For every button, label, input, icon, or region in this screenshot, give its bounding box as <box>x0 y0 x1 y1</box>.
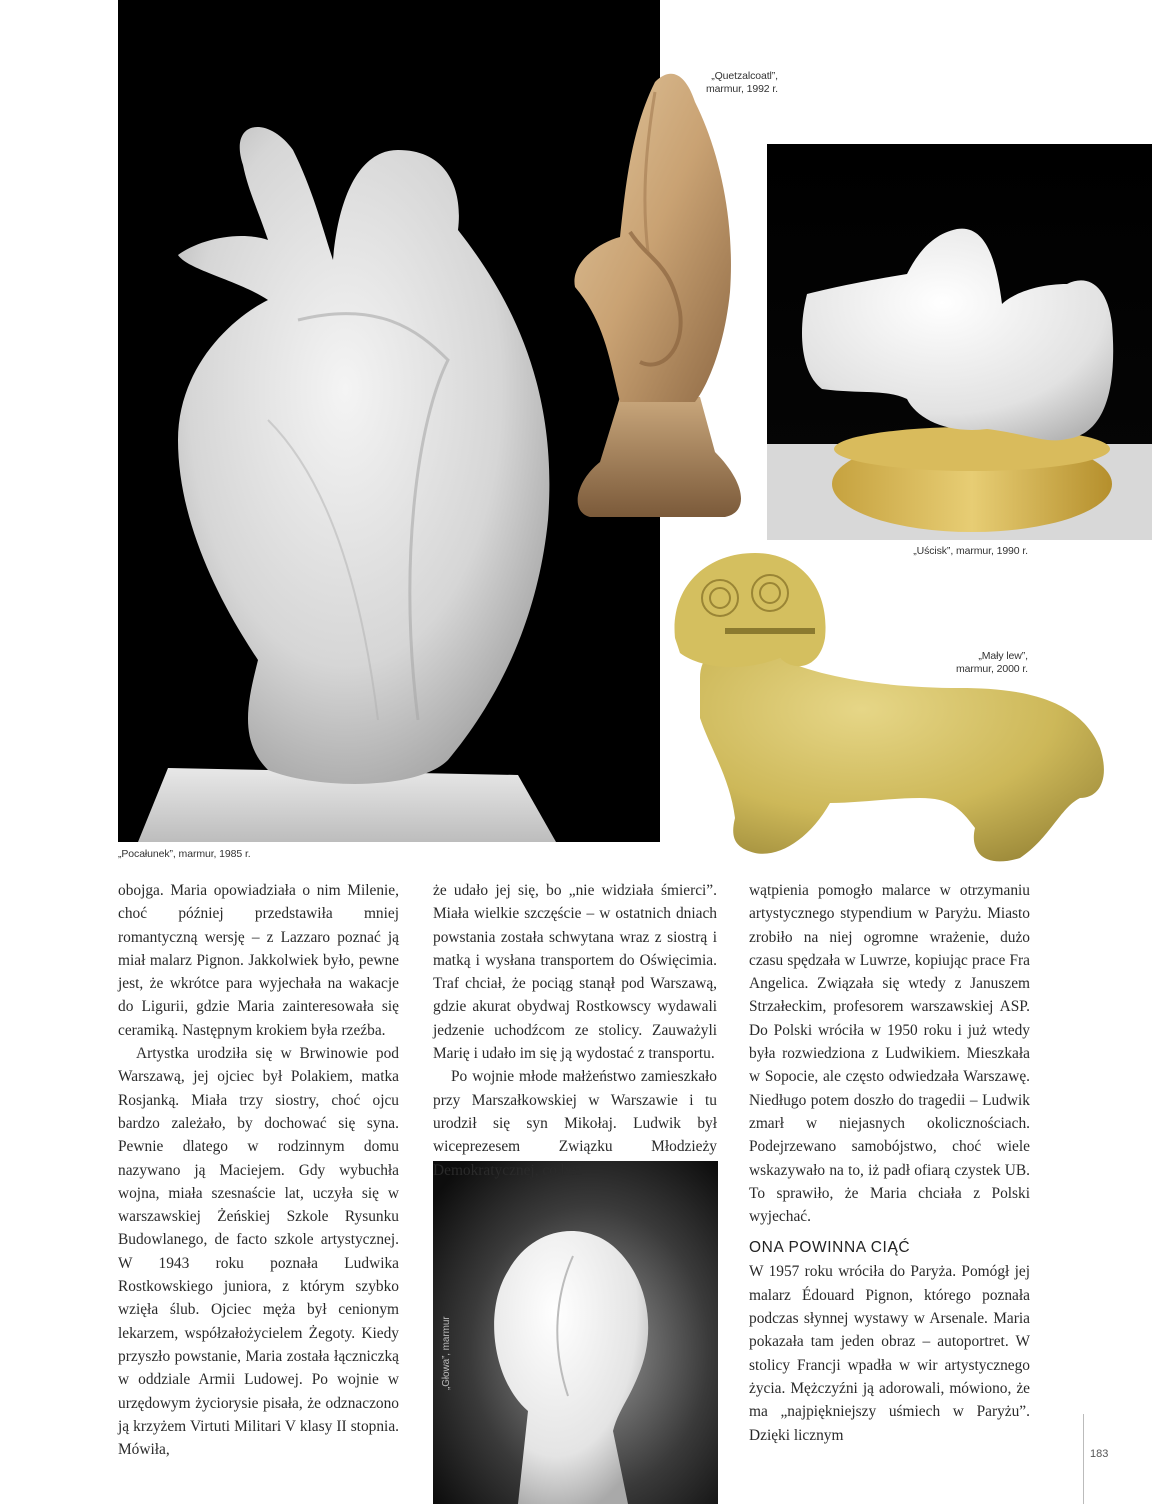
photo-glowa <box>433 1161 718 1504</box>
column-1-paragraph-2: Artystka urodziła się w Brwinowie pod Warszawą, jej ojciec był Polakiem, matka Rosjanką. Miała trzy siostry, choć ojcu bardzo zależało, by dochować się syna. Pewnie dlatego w rodzinnym domu nazywano ją Maciejem. Gdy wybuchła wojna, miała szesnaście lat, uczyła się w warszawskiej Żeńskiej Szkole Rysunku Budowlanego, de facto szkole artystycznej. W 1943 roku poznała Ludwika Rostkowskiego juniora, z którym szybko wzięła ślub. Ojciec męża był cenionym lekarzem, współzałożycielem Żegoty. Kiedy przyszło powstanie, Maria została łączniczką w oddziale Armii Ludowej. Po wojnie w urzędowym życiorysie pisała, że odznaczono ją krzyżem Virtuti Militari V klasy II stopnia. Mówiła, <box>118 1045 399 1459</box>
text-column-2 <box>433 879 717 1182</box>
page-number-rule <box>1083 1414 1084 1504</box>
photo-quetzalcoatl <box>560 62 760 522</box>
caption-glowa: „Głowa”, marmur <box>441 1316 452 1390</box>
caption-maly-lew <box>900 650 1028 676</box>
column-3-paragraph-1: wątpienia pomogło malarce w otrzymaniu artystycznego stypendium w Paryżu. Miasto zrobiło na niej ogromne wrażenie, dużo czasu spędzała w Luwrze, kopiując prace Fra Angelica. Związała się wtedy z Januszem Strzałeckim, profesorem warszawskiej ASP. Do Polski wróciła w 1950 roku i już wtedy była rozwiedziona z Ludwikiem. Mieszkała w Sopocie, ale często odwiedzała Warszawę. Niedługo potem doszło do tragedii – Ludwik zmarł w niejasnych okolicznościach. Podejrzewano samobójstwo, choć wiele wskazywało na to, iż padł ofiarą czystek UB. To sprawiło, że Maria chciała z Polski wyjechać. <box>749 882 1030 1226</box>
photo-uscisk <box>767 144 1152 540</box>
column-1-paragraph-1: obojga. Maria opowiadziała o nim Milenie, choć później przedstawiła mniej romantyczną wersję – z Lazzaro poznać ją miał malarz Pignon. Jakkolwiek było, pewne jest, że wkrótce para wyjechała na wakacje do Ligurii, gdzie Maria zainteresowała się ceramiką. Następnym krokiem była rzeźba. <box>118 882 399 1039</box>
caption-uscisk: „Uścisk”, marmur, 1990 r. <box>913 545 1028 557</box>
text-column-1 <box>118 879 399 1461</box>
page-number: 183 <box>1090 1448 1109 1460</box>
caption-quetzalcoatl-title: „Quetzalcoatl”, <box>711 70 778 82</box>
photo-maly-lew <box>660 548 1112 870</box>
text-column-3 <box>749 879 1030 1447</box>
column-3-paragraph-2: W 1957 roku wróciła do Paryża. Pomógł jej malarz Édouard Pignon, którego poznała podczas słynnej wystawy w Arsenale. Maria pokazała tam jeden obraz – autoportret. W stolicy Francji wpadła w wir artystycznego życia. Mężczyźni ją adorowali, mówiono, że ma „najpiękniejszy uśmiech w Paryżu”. Dzięki licznym <box>749 1263 1030 1444</box>
section-heading: ONA POWINNA CIĄĆ <box>749 1239 911 1257</box>
caption-maly-lew-title: „Mały lew”, <box>978 650 1028 662</box>
caption-pocalunek: „Pocałunek”, marmur, 1985 r. <box>118 848 251 860</box>
column-2-paragraph-1: że udało jej się, bo „nie widziała śmierci”. Miała wielkie szczęście – w ostatnich dniach powstania została schwytana wraz z siostrą i matką i wysłana transportem do Oświęcimia. Traf chciał, że pociąg stanął pod Warszawą, gdzie akurat obydwaj Rostkowscy wydawali jedzenie uchodźcom ze stolicy. Zauważyli Marię i udało im się ją wydostać z transportu. <box>433 882 717 1063</box>
column-2-paragraph-2: Po wojnie młode małżeństwo zamieszkało przy Marszałkowskiej w Warszawie i tu urodził się syn Mikołaj. Ludwik był wiceprezesem Związku Młodzieży Demokratycznej, co bez <box>433 1068 717 1179</box>
caption-quetzalcoatl-detail: marmur, 1992 r. <box>705 83 778 95</box>
caption-maly-lew-detail: marmur, 2000 r. <box>955 663 1028 675</box>
caption-quetzalcoatl <box>640 70 778 96</box>
